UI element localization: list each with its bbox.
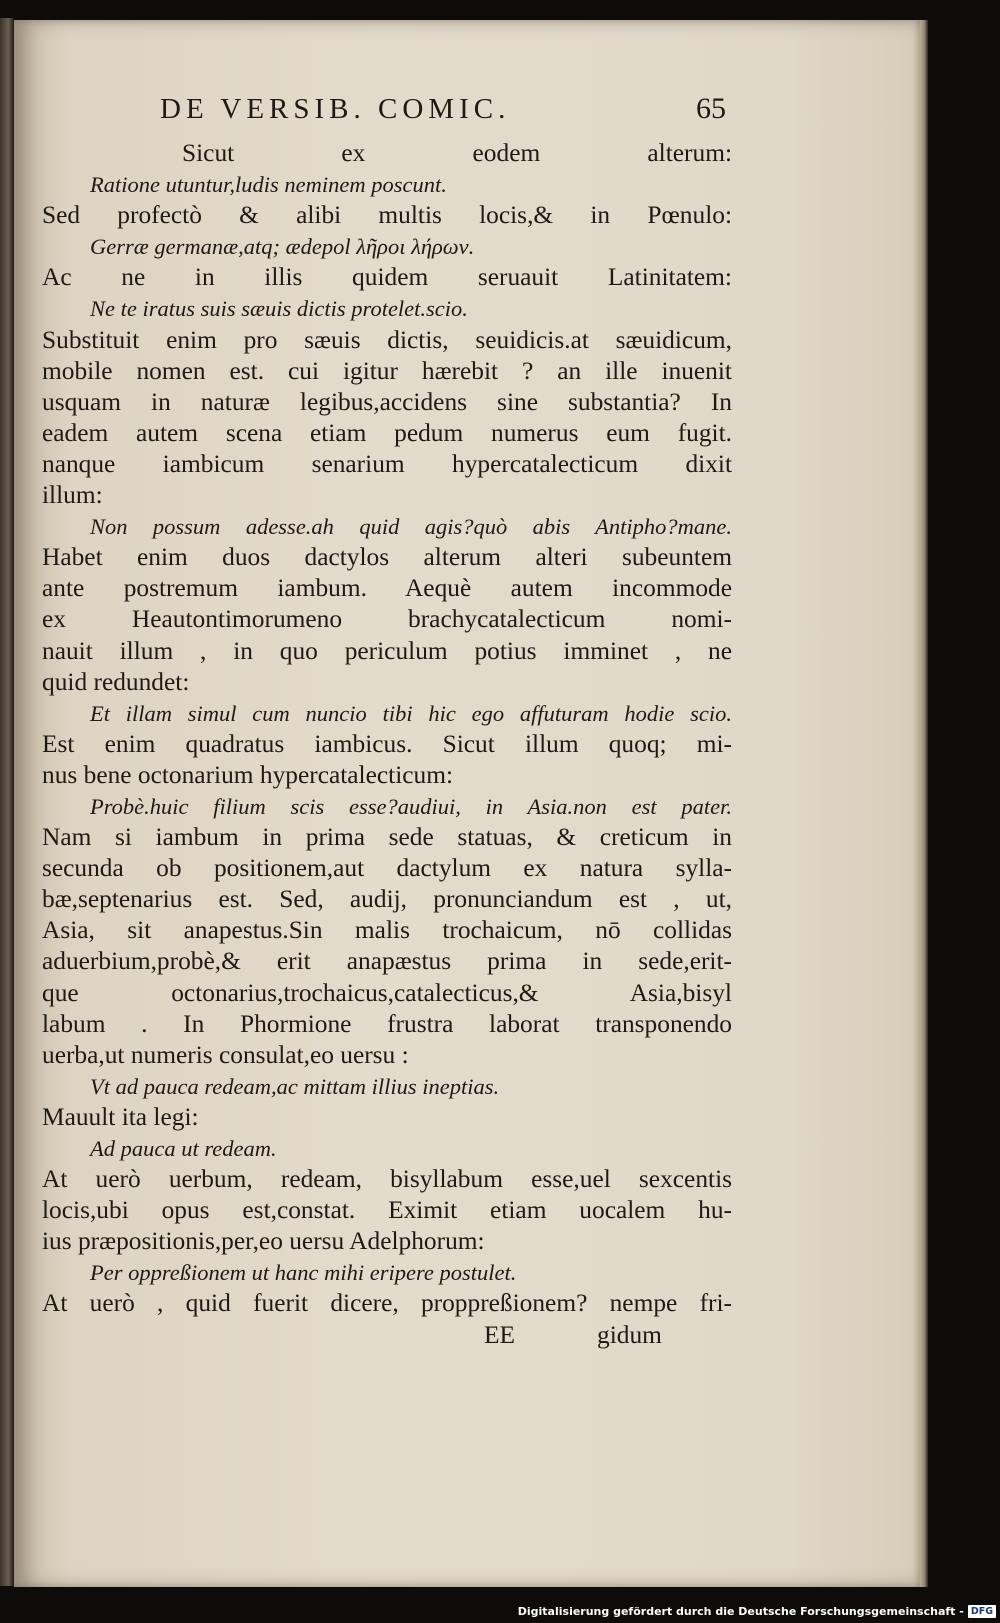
text-line: que octonarius,trochaicus,catalecticus,& Asia,bisyl [42, 978, 732, 1007]
text-line: ex Heautontimorumeno brachycatalecticum nomi- [42, 605, 732, 634]
verse-quote: Non possum adesse.ah quid agis?quò abis Antipho?mane. [90, 514, 732, 540]
text-line: bæ,septenarius est. Sed, audij, pronunciandum est , ut, [42, 885, 732, 914]
text-line: aduerbium,probè,& erit anapæstus prima in sede,erit- [42, 947, 732, 976]
text-line: uerba,ut numeris consulat,eo uersu : [42, 1040, 409, 1069]
verse-quote: Ratione utuntur,ludis neminem poscunt. [90, 172, 447, 198]
text-line: At uerò , quid fuerit dicere, proppreßionem? nempe fri- [42, 1289, 732, 1318]
text-line: illum: [42, 481, 103, 510]
running-head-title: DE VERSIB. COMIC. [160, 93, 511, 125]
text-line: usquam in naturæ legibus,accidens sine substantia? In [42, 387, 732, 416]
text-line: locis,ubi opus est,constat. Eximit etiam uocalem hu- [42, 1196, 732, 1225]
text-line: Mauult ita legi: [42, 1102, 199, 1131]
text-line: nus bene octonarium hypercatalecticum: [42, 760, 454, 789]
signature-mark: EE [484, 1320, 516, 1349]
text-line: eadem autem scena etiam pedum numerus eum fugit. [42, 418, 732, 447]
text-line: secunda ob positionem,aut dactylum ex natura sylla- [42, 854, 732, 883]
verse-quote: Et illam simul cum nuncio tibi hic ego affuturam hodie scio. [90, 700, 732, 726]
page-content [42, 92, 732, 1351]
text-line: Asia, sit anapestus.Sin malis trochaicum, nō collidas [42, 916, 732, 945]
text-line: Ac ne in illis quidem seruauit Latinitatem: [42, 263, 732, 292]
running-head [42, 92, 732, 138]
verse-quote: Per oppreßionem ut hanc mihi eripere postulet. [90, 1260, 517, 1286]
dfg-logo: DFG [968, 1605, 996, 1618]
text-line: mobile nomen est. cui igitur hærebit ? an ille inuenit [42, 356, 732, 385]
text-line: At uerò uerbum, redeam, bisyllabum esse,uel sexcentis [42, 1165, 732, 1194]
text-line: Nam si iambum in prima sede statuas, & creticum in [42, 823, 732, 852]
catch-line [42, 1320, 732, 1351]
verse-quote: Vt ad pauca redeam,ac mittam illius ineptias. [90, 1073, 500, 1099]
text-line: Est enim quadratus iambicus. Sicut illum quoq; mi- [42, 729, 732, 758]
text-line: Habet enim duos dactylos alterum alteri subeuntem [42, 543, 732, 572]
text-line: nauit illum , in quo periculum potius imminet , ne [42, 636, 732, 665]
text-line: Sed profectò & alibi multis locis,& in Pœnulo: [42, 201, 732, 230]
text-line: nanque iambicum senarium hypercatalecticum dixit [42, 449, 732, 478]
page-edge [920, 20, 928, 1587]
credit-text: Digitalisierung gefördert durch die Deutsche Forschungsgemeinschaft - [517, 1604, 964, 1618]
text-line: Sicut ex eodem alterum: [182, 139, 732, 167]
verse-quote: Ad pauca ut redeam. [90, 1136, 277, 1161]
catchword: gidum [597, 1320, 662, 1349]
body-text [42, 138, 732, 1320]
text-line: quid redundet: [42, 667, 190, 696]
book-spine [0, 18, 14, 1586]
text-line: ante postremum iambum. Aequè autem incommode [42, 574, 732, 603]
verse-quote: Gerræ germanæ,atq; ædepol λῆροι λήρων. [90, 234, 475, 260]
page-number: 65 [696, 92, 726, 125]
verse-quote: Ne te iratus suis sæuis dictis protelet.scio. [90, 296, 468, 322]
verse-quote: Probè.huic filium scis esse?audiui, in Asia.non est pater. [90, 793, 732, 819]
text-line: labum . In Phormione frustra laborat transponendo [42, 1009, 732, 1038]
text-line: Substituit enim pro sæuis dictis, seuidicis.at sæuidicum, [42, 325, 732, 354]
text-line: ius præpositionis,per,eo uersu Adelphorum: [42, 1227, 485, 1256]
digitization-credit [517, 1602, 996, 1620]
